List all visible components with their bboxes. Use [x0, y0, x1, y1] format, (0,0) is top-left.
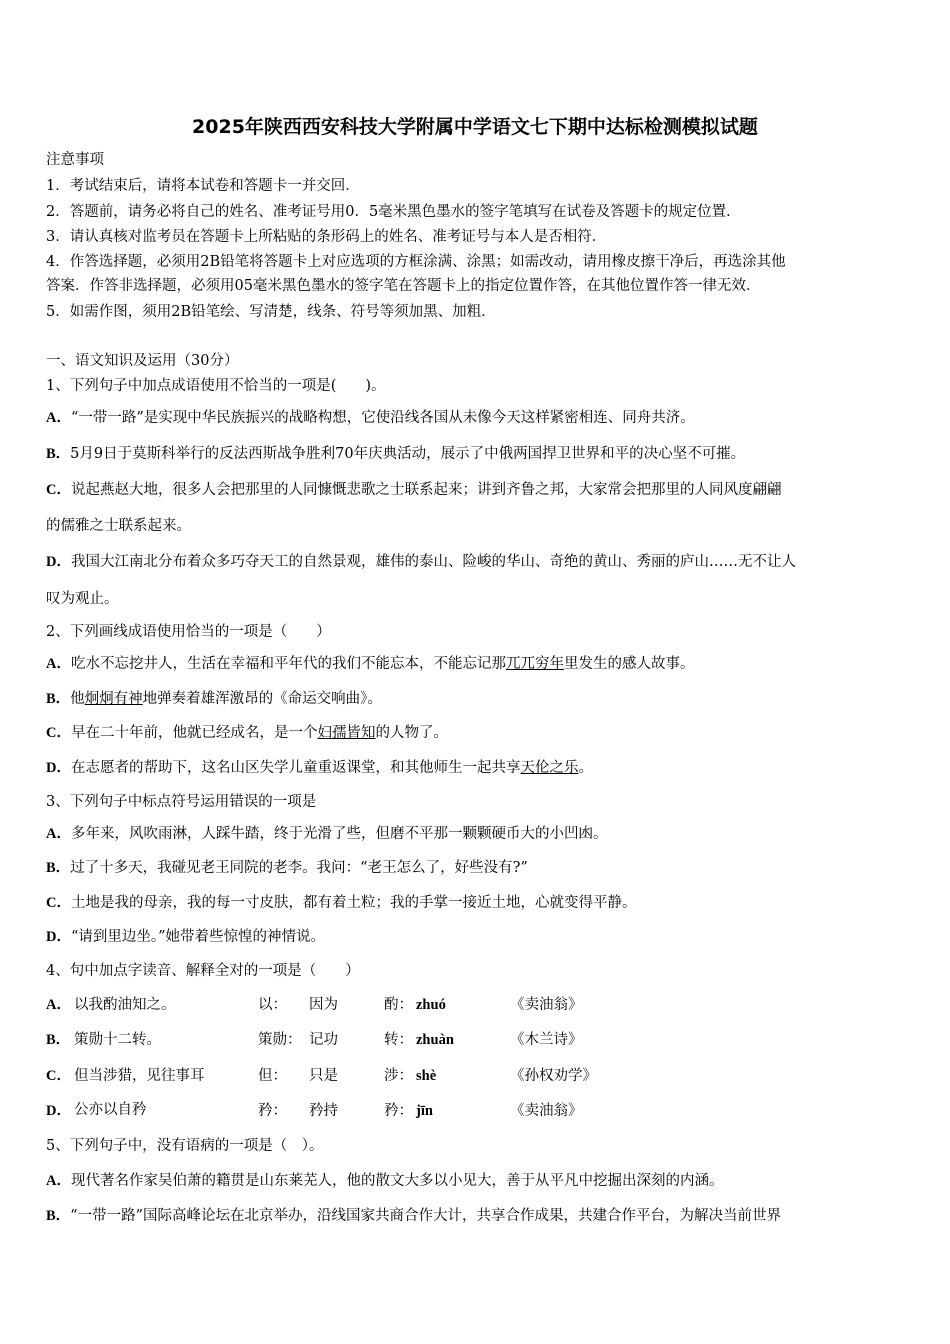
question-5-option-b: B．“一带一路”国际高峰论坛在北京举办，沿线国家共商合作大计，共享合作成果，共建合作平台，为解决当前世界: [46, 1208, 781, 1224]
question-1-option-a: A．“一带一路”是实现中华民族振兴的战略构想，它使沿线各国从未像今天这样紧密相连、同舟共济。: [46, 410, 695, 426]
question-5-stem: 5、下列句子中，没有语病的一项是（ ）。: [46, 1138, 324, 1154]
question-1-option-c-cont: 的儒雅之士联系起来。: [46, 518, 191, 534]
underlined-idiom: 妇孺皆知: [317, 725, 376, 741]
question-2-option-c: C．早在二十年前，他就已经成名，是一个妇孺皆知的人物了。: [46, 725, 448, 741]
question-1-option-b: B．5月9日于莫斯科举行的反法西斯战争胜利70年庆典活动，展示了中俄两国捍卫世界和平的决心坚不可摧。: [46, 446, 746, 462]
question-1-option-c: C．说起燕赵大地，很多人会把那里的人同慷慨悲歌之士联系起来；讲到齐鲁之邦，大家常会把那里的人同风度翩翩: [46, 482, 782, 498]
notice-item-2: 2．答题前，请务必将自己的姓名、准考证号用0．5毫米黑色墨水的签字笔填写在试卷及答题卡的规定位置．: [46, 204, 741, 220]
underlined-idiom: 兀兀穷年: [505, 656, 564, 672]
question-1-stem: 1、下列句子中加点成语使用不恰当的一项是( )。: [46, 378, 386, 394]
question-1-option-d-cont: 叹为观止。: [46, 591, 119, 607]
notice-item-4-cont: 答案．作答非选择题，必须用05毫米黑色墨水的签字笔在答题卡上的指定位置作答，在其他位置作答一律无效．: [46, 278, 761, 294]
question-1-option-d: D．我国大江南北分布着众多巧夺天工的自然景观，雄伟的泰山、险峻的华山、奇绝的黄山、秀丽的庐山……无不让人: [46, 554, 796, 570]
question-2-option-a: A．吃水不忘挖井人，生活在幸福和平年代的我们不能忘本，不能忘记那兀兀穷年里发生的感人故事。: [46, 656, 695, 672]
section-heading: 一、语文知识及运用（30分）: [46, 353, 239, 369]
notice-item-1: 1．考试结束后，请将本试卷和答题卡一并交回．: [46, 178, 360, 194]
question-3-option-b: B．过了十多天，我碰见老王同院的老李。我问：“老王怎么了，好些没有?”: [46, 860, 528, 876]
notice-item-3: 3．请认真核对监考员在答题卡上所粘贴的条形码上的姓名、准考证号与本人是否相符．: [46, 229, 607, 245]
page-title: 2025年陕西西安科技大学附属中学语文七下期中达标检测模拟试题: [192, 116, 758, 138]
question-3-stem: 3、下列句子中标点符号运用错误的一项是: [46, 794, 317, 810]
notice-heading: 注意事项: [46, 152, 104, 168]
question-3-option-d: D．“请到里边坐。”她带着些惊惶的神情说。: [46, 929, 326, 945]
notice-item-4: 4．作答选择题，必须用2B铅笔将答题卡上对应选项的方框涂满、涂黑；如需改动，请用橡皮擦干净后，再选涂其他: [46, 254, 786, 270]
question-4-stem: 4、句中加点字读音、解释全对的一项是（ ）: [46, 963, 360, 979]
underlined-idiom: 天伦之乐: [520, 760, 579, 776]
question-3-option-a: A．多年来，风吹雨淋，人踩牛踏，终于光滑了些，但磨不平那一颗颗硬币大的小凹凼。: [46, 826, 608, 842]
exam-page: 2025年陕西西安科技大学附属中学语文七下期中达标检测模拟试题 注意事项 1．考试结束后，请将本试卷和答题卡一并交回． 2．答题前，请务必将自己的姓名、准考证号用0．5毫米黑色墨水的签字笔填写在试卷及答题卡的规定位置． 3．请认真核对监考员在答题卡上所粘贴的条形码上的姓名、准考证号与本人是否相符． 4．作答选择题，必须用2B铅笔将答题卡上对应选项的方框涂满、涂黑；如需改动，请用橡皮擦干净后，再选涂其他 答案．作答非选择题，必须用05毫米黑色墨水的签字笔在答题卡上的指定位置作答，在其他位置作答一律无效． 5．如需作图，须用2B铅笔绘、写清楚，线条、符号等须加黑、加粗． 一、语文知识及运用（30分） 1、下列句子中加点成语使用不恰当的一项是( )。 A．“一带一路”是实现中华民族振兴的战略构想，它使沿线各国从未像今天这样紧密相连、同舟共济。 B．5月9日于莫斯科举行的反法西斯战争胜利70年庆典活动，展示了中俄两国捍卫世界和平的决心坚不可摧。 C．说起燕赵大地，很多人会把那里的人同慷慨悲歌之士联系起来；讲到齐鲁之邦，大家常会把那里的人同风度翩翩 的儒雅之士联系起来。 D．我国大江南北分布着众多巧夺天工的自然景观，雄伟的泰山、险峻的华山、奇绝的黄山、秀丽的庐山……无不让人 叹为观止。 2、下列画线成语使用恰当的一项是（ ） A．吃水不忘挖井人，生活在幸福和平年代的我们不能忘本，不能忘记那兀兀穷年里发生的感人故事。 B．他炯炯有神地弹奏着雄浑激昂的《命运交响曲》。 C．早在二十年前，他就已经成名，是一个妇孺皆知的人物了。 D．在志愿者的帮助下，这名山区失学儿童重返课堂，和其他师生一起共享天伦之乐。 3、下列句子中标点符号运用错误的一项是 A．多年来，风吹雨淋，人踩牛踏，终于光滑了些，但磨不平那一颗颗硬币大的小凹凼。 B．过了十多天，我碰见老王同院的老李。我问：“老王怎么了，好些没有?” C．土地是我的母亲，我的每一寸皮肤，都有着土粒；我的手掌一接近土地，心就变得平静。 D．“请到里边坐。”她带着些惊惶的神情说。 4、句中加点字读音、解释全对的一项是（ ） A． 以我酌油知之。 以： 因为 酌： zhuó 《卖油翁》 B． 策勋十二转。 策勋： 记功 转： zhuàn 《木兰诗》 C． 但当涉猎，见往事耳 但： 只是 涉： shè 《孙权劝学》 D． 公亦以自矜 矜： 矜持 矜： jīn 《卖油翁》 5、下列句子中，没有语病的一项是（ ）。 A．现代著名作家吴伯萧的籍贯是山东莱芜人，他的散文大多以小见大，善于从平凡中挖掘出深刻的内涵。 B．“一带一路”国际高峰论坛在北京举办，沿线国家共商合作大计，共享合作成果，共建合作平台，为解决当前世界: [0, 0, 950, 1344]
question-5-option-a: A．现代著名作家吴伯萧的籍贯是山东莱芜人，他的散文大多以小见大，善于从平凡中挖掘出深刻的内涵。: [46, 1173, 724, 1189]
question-2-option-d: D．在志愿者的帮助下，这名山区失学儿童重返课堂，和其他师生一起共享天伦之乐。: [46, 760, 593, 776]
notice-item-5: 5．如需作图，须用2B铅笔绘、写清楚，线条、符号等须加黑、加粗．: [46, 304, 496, 320]
question-2-stem: 2、下列画线成语使用恰当的一项是（ ）: [46, 624, 331, 640]
underlined-idiom: 炯炯有神: [84, 691, 143, 707]
question-2-option-b: B．他炯炯有神地弹奏着雄浑激昂的《命运交响曲》。: [46, 691, 382, 707]
question-3-option-c: C．土地是我的母亲，我的每一寸皮肤，都有着土粒；我的手掌一接近土地，心就变得平静。: [46, 895, 637, 911]
